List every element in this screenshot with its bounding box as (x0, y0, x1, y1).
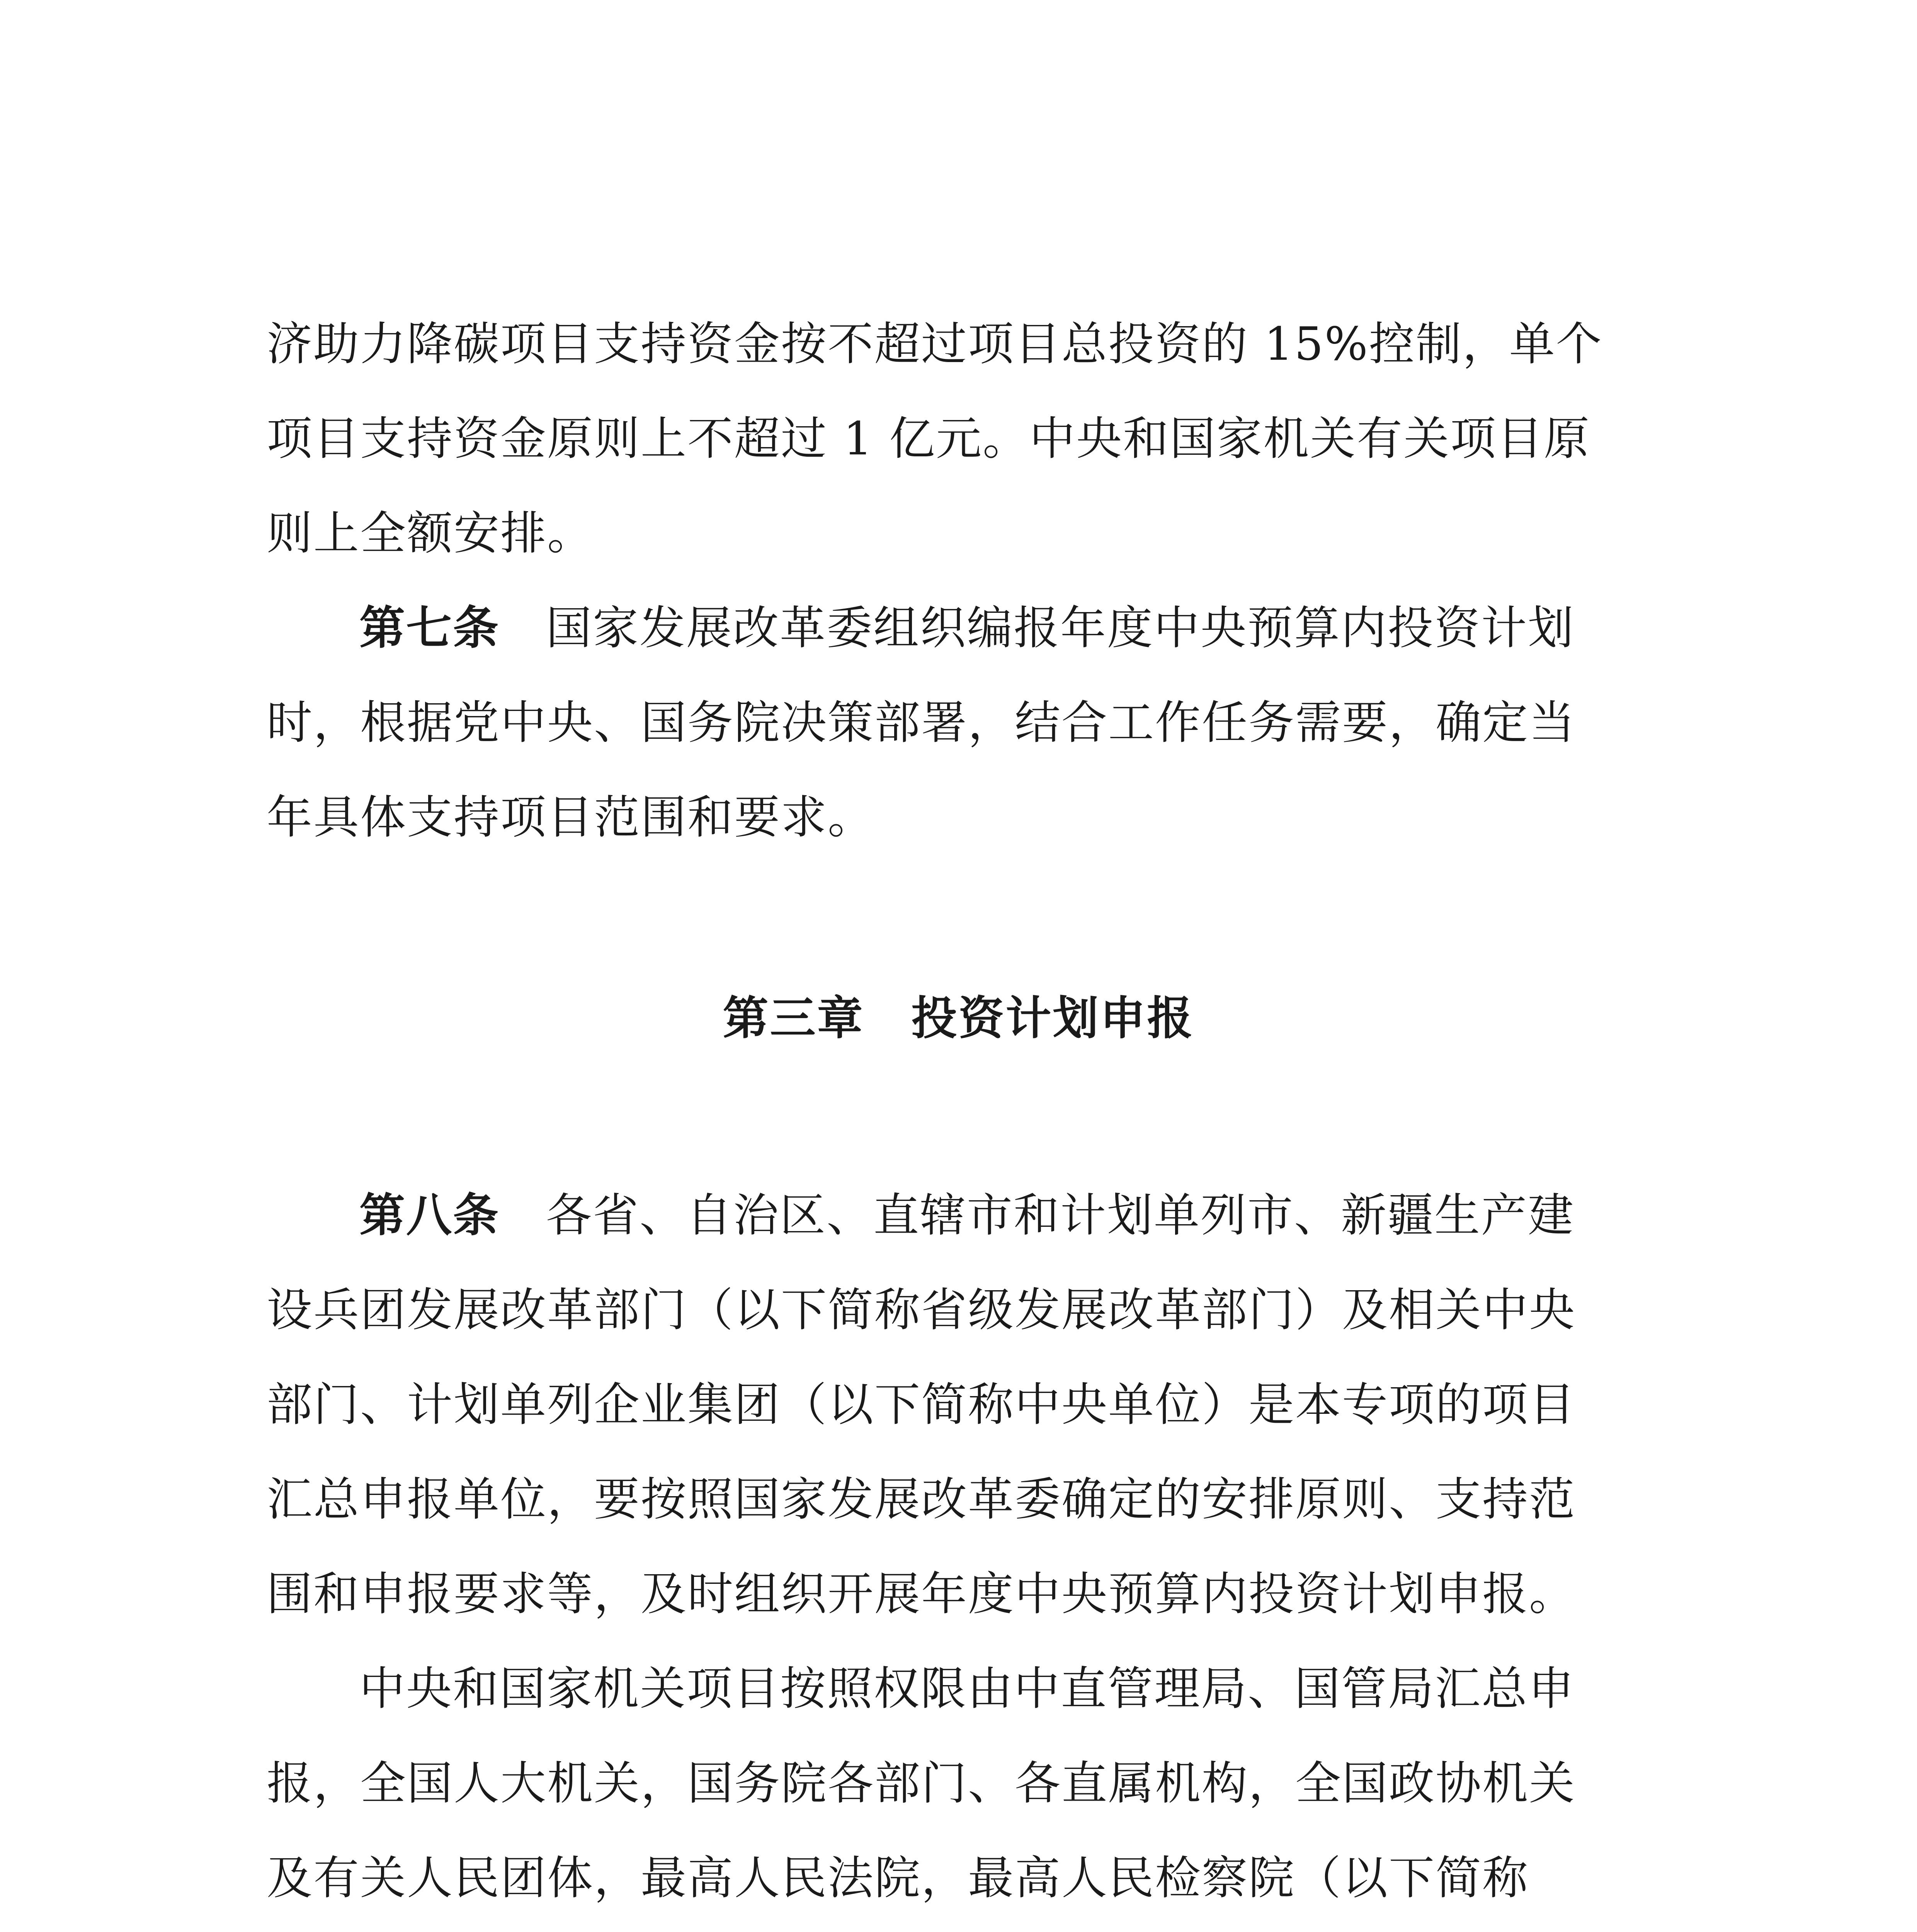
paragraph-line: 汇总申报单位，要按照国家发展改革委确定的安排原则、支持范 (267, 1473, 1576, 1526)
paragraph-line: 国家发展改革委组织编报年度中央预算内投资计划 (546, 601, 1575, 655)
article-7-first-line (359, 599, 1575, 657)
paragraph-line: 部门、计划单列企业集团（以下简称中央单位）是本专项的项目 (267, 1378, 1576, 1431)
paragraph-line: 设兵团发展改革部门（以下简称省级发展改革部门）及相关中央 (267, 1283, 1576, 1337)
paragraph-line: 中央和国家机关项目按照权限由中直管理局、国管局汇总申 (359, 1662, 1575, 1715)
paragraph-line: 及有关人民团体，最高人民法院，最高人民检察院（以下简称 (267, 1851, 1529, 1905)
paragraph-line: 则上全额安排。 (267, 507, 594, 560)
paragraph-line: 时，根据党中央、国务院决策部署，结合工作任务需要，确定当 (267, 696, 1576, 749)
paragraph-line: 济助力降碳项目支持资金按不超过项目总投资的 15%控制，单个 (267, 317, 1603, 371)
paragraph-line: 各省、自治区、直辖市和计划单列市、新疆生产建 (546, 1189, 1575, 1242)
chapter-title: 第三章 投资计划申报 (723, 992, 1194, 1045)
article-7-label: 第七条 (359, 601, 500, 655)
article-8-first-line (359, 1186, 1575, 1244)
paragraph-line: 围和申报要求等，及时组织开展年度中央预算内投资计划申报。 (267, 1567, 1576, 1621)
article-8-label: 第八条 (359, 1188, 500, 1242)
paragraph-line: 项目支持资金原则上不超过 1 亿元。中央和国家机关有关项目原 (267, 412, 1591, 465)
paragraph-line: 报，全国人大机关，国务院各部门、各直属机构，全国政协机关 (267, 1757, 1576, 1810)
paragraph-line: 年具体支持项目范围和要求。 (267, 791, 875, 844)
